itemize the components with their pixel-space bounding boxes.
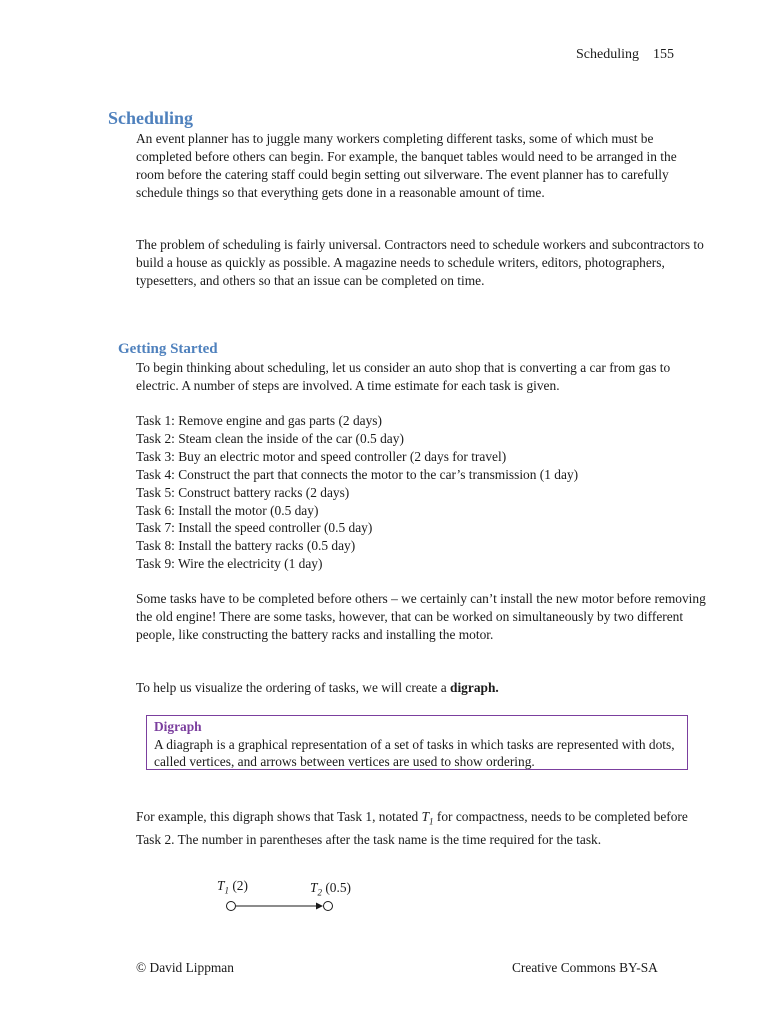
header-section: Scheduling: [576, 47, 639, 62]
subsection-heading: Getting Started: [118, 341, 218, 357]
definition-text: A diagraph is a graphical representation of a set of tasks in which tasks are represented with dots, called vertices, and arrows between vertices are used to show ordering.: [154, 736, 675, 770]
task-item: Task 9: Wire the electricity (1 day): [136, 556, 323, 572]
task-item: Task 7: Install the speed controller (0.5 day): [136, 520, 373, 536]
digraph-diagram: [222, 896, 342, 916]
digraph-term: digraph.: [450, 680, 499, 695]
definition-box: [146, 715, 688, 770]
footer-author: © David Lippman: [136, 960, 234, 975]
digraph-intro-text: To help us visualize the ordering of tasks, we will create a: [136, 680, 451, 695]
example-suffix: for compactness, needs to be completed before Task 2. The number in parentheses after the task name is the time required for the task.: [136, 809, 688, 847]
vertex-t2: [324, 902, 333, 911]
task-item: Task 2: Steam clean the inside of the car (0.5 day): [136, 430, 404, 446]
task-list: [136, 412, 578, 573]
arrowhead: [316, 903, 323, 910]
intro-paragraph-2: The problem of scheduling is fairly universal. Contractors need to schedule workers and subcontractors to build a house as quickly as possible. A magazine needs to schedule writers, editors, photographers, typesetters, and others so that an issue can be completed on time.: [136, 237, 704, 288]
footer-license: Creative Commons BY-SA: [512, 960, 658, 975]
example-paragraph: [136, 808, 708, 849]
intro-paragraph-1: An event planner has to juggle many workers completing different tasks, some of which must be completed before others can begin. For example, the banquet tables would need to be arranged in the room before the catering staff could begin setting out silverware. The event planner has to carefully schedule things so that everything gets done in a reasonable amount of time.: [136, 131, 677, 200]
page-number: 155: [653, 47, 674, 62]
task-item: Task 3: Buy an electric motor and speed controller (2 days for travel): [136, 448, 507, 464]
vertex-t1: [227, 902, 236, 911]
example-prefix: For example, this digraph shows that Task 1, notated: [136, 809, 422, 824]
node-label-t1: $T_1$ (2): [217, 878, 248, 896]
task-item: Task 5: Construct battery racks (2 days): [136, 484, 350, 500]
example-symbol: $T_1$: [421, 809, 434, 827]
ordering-paragraph: Some tasks have to be completed before others – we certainly can’t install the new motor before removing the old engine! There are some tasks, however, that can be worked on simultaneously by two different people, like constructing the battery racks and installing the motor.: [136, 591, 706, 642]
running-header: [576, 47, 674, 63]
getting-started-paragraph: To begin thinking about scheduling, let us consider an auto shop that is converting a car from gas to electric. A number of steps are involved. A time estimate for each task is given.: [136, 360, 671, 393]
node-label-t2: $T_2$ (0.5): [310, 880, 351, 898]
task-item: Task 8: Install the battery racks (0.5 day): [136, 538, 356, 554]
task-item: Task 6: Install the motor (0.5 day): [136, 502, 319, 518]
definition-title: Digraph: [154, 719, 202, 734]
section-title: Scheduling: [108, 108, 194, 128]
digraph-intro-paragraph: [136, 679, 708, 697]
task-item: Task 4: Construct the part that connects the motor to the car’s transmission (1 day): [136, 466, 579, 482]
task-item: Task 1: Remove engine and gas parts (2 days): [136, 413, 382, 428]
